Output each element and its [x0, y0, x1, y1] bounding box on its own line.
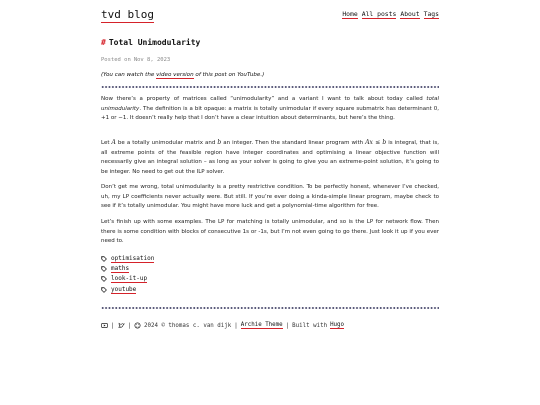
tag-item [101, 264, 154, 274]
dotted-divider-top [101, 86, 439, 88]
post-date-label: Posted on [101, 57, 131, 63]
math-b: b [217, 139, 222, 146]
site-footer [101, 322, 344, 329]
tag-link-look-it-up[interactable]: look-it-up [111, 275, 148, 283]
footer-built-with: Built with [292, 322, 328, 329]
tag-link-youtube[interactable]: youtube [111, 285, 137, 293]
paragraph-1 [101, 95, 439, 124]
paragraph-3: Don’t get me wrong, total unimodularity is a pretty restrictive condition. To be perfectly honest, whenever I’ve checked, uh, my LP coefficients never actually were. But still. If you’re ever doing a kinda-simple linear program, maybe check to see if it’s totally unimodular. You might have more luck and get a polynomial-time algorithm for free. [101, 184, 439, 209]
p1-emphasis: total unimodularity [101, 96, 439, 112]
math-inequality: Ax ≤ b [365, 139, 387, 146]
archie-theme-link[interactable]: Archie Theme [240, 322, 283, 328]
p2-text-b: be a totally unimodular matrix and [115, 140, 218, 146]
nav-tags[interactable]: Tags [423, 10, 439, 18]
footer-separator: | [111, 322, 115, 329]
site-header [101, 0, 439, 36]
post-date [101, 57, 173, 63]
site-title-link[interactable]: tvd blog [101, 8, 154, 21]
tag-icon [101, 276, 107, 282]
paragraph-2 [101, 138, 439, 177]
video-note [101, 72, 264, 78]
dotted-divider-bottom [101, 307, 439, 309]
github-icon[interactable] [134, 322, 141, 329]
video-version-link[interactable]: video version [156, 72, 194, 78]
hugo-link[interactable]: Hugo [330, 322, 345, 328]
tag-link-optimisation[interactable]: optimisation [111, 255, 155, 263]
tag-item [101, 285, 154, 295]
title-hash: # [101, 38, 106, 47]
post-date-value: Nov 8, 2023 [133, 57, 171, 63]
footer-separator: | [234, 322, 238, 329]
tag-icon [101, 256, 107, 262]
p2-text-a: Let [101, 140, 112, 146]
tag-item [101, 254, 154, 264]
paragraph-4: Let’s finish up with some examples. The LP for matching is totally unimodular, and so is the LP for network flow. Then there is some condition with blocks of consecutive 1s or -1s, but I’m not even going to go there. Just look it up if you ever need to. [101, 219, 439, 244]
math-A: A [111, 139, 116, 146]
post-title [101, 38, 200, 47]
tag-icon [101, 266, 107, 272]
youtube-icon[interactable] [101, 322, 108, 329]
nav-all-posts[interactable]: All posts [361, 10, 397, 18]
tag-item [101, 274, 154, 284]
nav-about[interactable]: About [400, 10, 420, 18]
footer-copyright: 2024 © thomas c. van dijk [144, 322, 232, 329]
video-note-suffix: of this post on YouTube.) [193, 72, 265, 78]
p2-text-d: is integral, that is, all extreme points of the feasible region have integer coordinates and optimising a linear objective function will necessarily give an integral solution – as long as your solver is going to give you an extreme-point solution, it’s going to be integer. No need to get out the ILP solver. [101, 140, 439, 175]
p1-text-a: Now there’s a property of matrices called “unimodularity” and a variant I want to talk about today called [101, 96, 427, 102]
tag-list [101, 254, 154, 295]
footer-separator: | [285, 322, 290, 329]
post-title-text: Total Unimodularity [108, 38, 201, 47]
footer-separator: | [127, 322, 131, 329]
p2-text-c: an integer. Then the standard linear program with [221, 140, 366, 146]
p1-text-b: . The definition is a bit opaque: a matrix is totally unimodular if every square submatrix has determinant 0, +1 or −1. It doesn’t really help that I don’t have a clear intuition about determinants, but here’s the thing. [101, 105, 439, 121]
video-note-prefix: (You can watch the [101, 72, 157, 78]
top-nav [338, 10, 439, 18]
nav-home[interactable]: Home [342, 10, 358, 18]
twitter-icon[interactable] [118, 322, 125, 329]
tag-link-maths[interactable]: maths [111, 265, 130, 273]
tag-icon [101, 287, 107, 293]
